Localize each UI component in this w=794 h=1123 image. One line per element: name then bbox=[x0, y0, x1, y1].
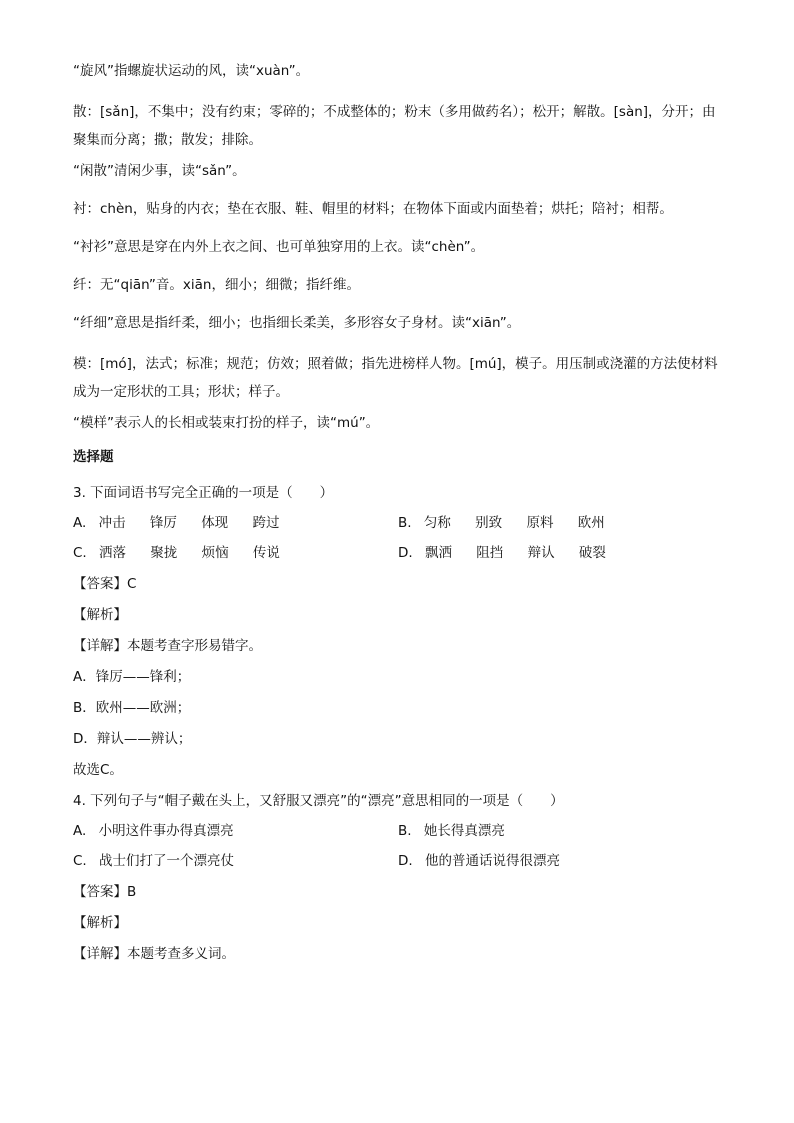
q4-stem: 4. 下列句子与“帽子戴在头上，又舒服又漂亮”的“漂亮”意思相同的一项是（ ） bbox=[73, 792, 564, 809]
option-word: 聚拢 bbox=[150, 544, 178, 561]
q4-answer: 【答案】B bbox=[73, 883, 137, 900]
option-label: A. bbox=[73, 514, 87, 531]
xian-definition: 纤：无“qiān”音。xiān，细小；细微；指纤维。 bbox=[73, 277, 360, 293]
xianxi-note: “纤细”意思是指纤柔，细小；也指细长柔美，多形容女子身材。读“xiān”。 bbox=[73, 315, 521, 331]
muyang-note: “模样”表示人的长相或装束打扮的样子，读“mú”。 bbox=[73, 415, 380, 431]
q3-option-a bbox=[73, 512, 398, 534]
option-text: 她长得真漂亮 bbox=[423, 822, 505, 839]
option-word: 传说 bbox=[252, 544, 280, 561]
option-text: 战士们打了一个漂亮仗 bbox=[99, 852, 235, 869]
q4-option-b bbox=[398, 820, 723, 842]
q3-option-d bbox=[398, 542, 723, 564]
q4-options-row-2 bbox=[73, 850, 725, 872]
q3-fix-a: A．锋厉——锋利； bbox=[73, 668, 191, 685]
option-word: 锋厉 bbox=[149, 514, 177, 531]
option-word: 欧州 bbox=[577, 514, 605, 531]
san-definition: 散：[sǎn]，不集中；没有约束；零碎的；不成整体的；粉末（多用做药名）；松开；解散。[sàn]，分开；由聚集而分离；撒；散发；排除。 bbox=[73, 104, 716, 148]
q4-option-a bbox=[73, 820, 398, 842]
option-word: 跨过 bbox=[252, 514, 280, 531]
option-word: 原料 bbox=[526, 514, 554, 531]
option-word: 辩认 bbox=[527, 544, 555, 561]
document-page bbox=[73, 60, 725, 965]
q3-analysis-tag: 【解析】 bbox=[73, 606, 127, 623]
option-text: 小明这件事办得真漂亮 bbox=[98, 822, 234, 839]
q3-detail: 【详解】本题考查字形易错字。 bbox=[73, 637, 262, 654]
option-word: 冲击 bbox=[98, 514, 126, 531]
q3-conclusion: 故选C。 bbox=[73, 761, 123, 778]
q3-fix-b: B．欧州——欧洲； bbox=[73, 699, 191, 716]
q4-detail: 【详解】本题考查多义词。 bbox=[73, 945, 235, 962]
option-text: 他的普通话说得很漂亮 bbox=[424, 852, 560, 869]
chen-definition: 衬：chèn，贴身的内衣；垫在衣服、鞋、帽里的材料；在物体下面或内面垫着；烘托；陪衬；相帮。 bbox=[73, 201, 673, 217]
option-word: 飘洒 bbox=[424, 544, 452, 561]
q3-option-b bbox=[398, 512, 723, 534]
option-word: 体现 bbox=[201, 514, 229, 531]
chenshan-note: “衬衫”意思是穿在内外上衣之间、也可单独穿用的上衣。读“chèn”。 bbox=[73, 239, 485, 255]
option-label: D. bbox=[398, 852, 413, 869]
q4-option-d bbox=[398, 850, 723, 872]
xuanfeng-note: “旋风”指螺旋状运动的风，读“xuàn”。 bbox=[73, 63, 310, 79]
option-label: C. bbox=[73, 852, 87, 869]
option-label: C. bbox=[73, 544, 87, 561]
q4-option-c bbox=[73, 850, 398, 872]
option-word: 洒落 bbox=[99, 544, 127, 561]
option-word: 阻挡 bbox=[476, 544, 504, 561]
mo-definition: 模：[mó]，法式；标准；规范；仿效；照着做；指先进榜样人物。[mú]，模子。用压制或浇灌的方法使材料成为一定形状的工具；形状；样子。 bbox=[73, 356, 718, 400]
option-label: D. bbox=[398, 544, 413, 561]
option-label: A. bbox=[73, 822, 87, 839]
q3-options-row-2 bbox=[73, 542, 725, 564]
q3-answer: 【答案】C bbox=[73, 575, 137, 592]
option-word: 别致 bbox=[475, 514, 503, 531]
q3-fix-d: D．辩认——辨认； bbox=[73, 730, 192, 747]
section-title: 选择题 bbox=[73, 449, 114, 465]
q3-stem: 3. 下面词语书写完全正确的一项是（ ） bbox=[73, 484, 334, 501]
q3-options-row-1 bbox=[73, 512, 725, 534]
option-label: B. bbox=[398, 514, 412, 531]
xiansan-note: “闲散”清闲少事，读“sǎn”。 bbox=[73, 163, 246, 179]
option-label: B. bbox=[398, 822, 412, 839]
option-word: 破裂 bbox=[578, 544, 606, 561]
q4-analysis-tag: 【解析】 bbox=[73, 914, 127, 931]
q4-options-row-1 bbox=[73, 820, 725, 842]
option-word: 烦恼 bbox=[201, 544, 229, 561]
option-word: 匀称 bbox=[423, 514, 451, 531]
q3-option-c bbox=[73, 542, 398, 564]
